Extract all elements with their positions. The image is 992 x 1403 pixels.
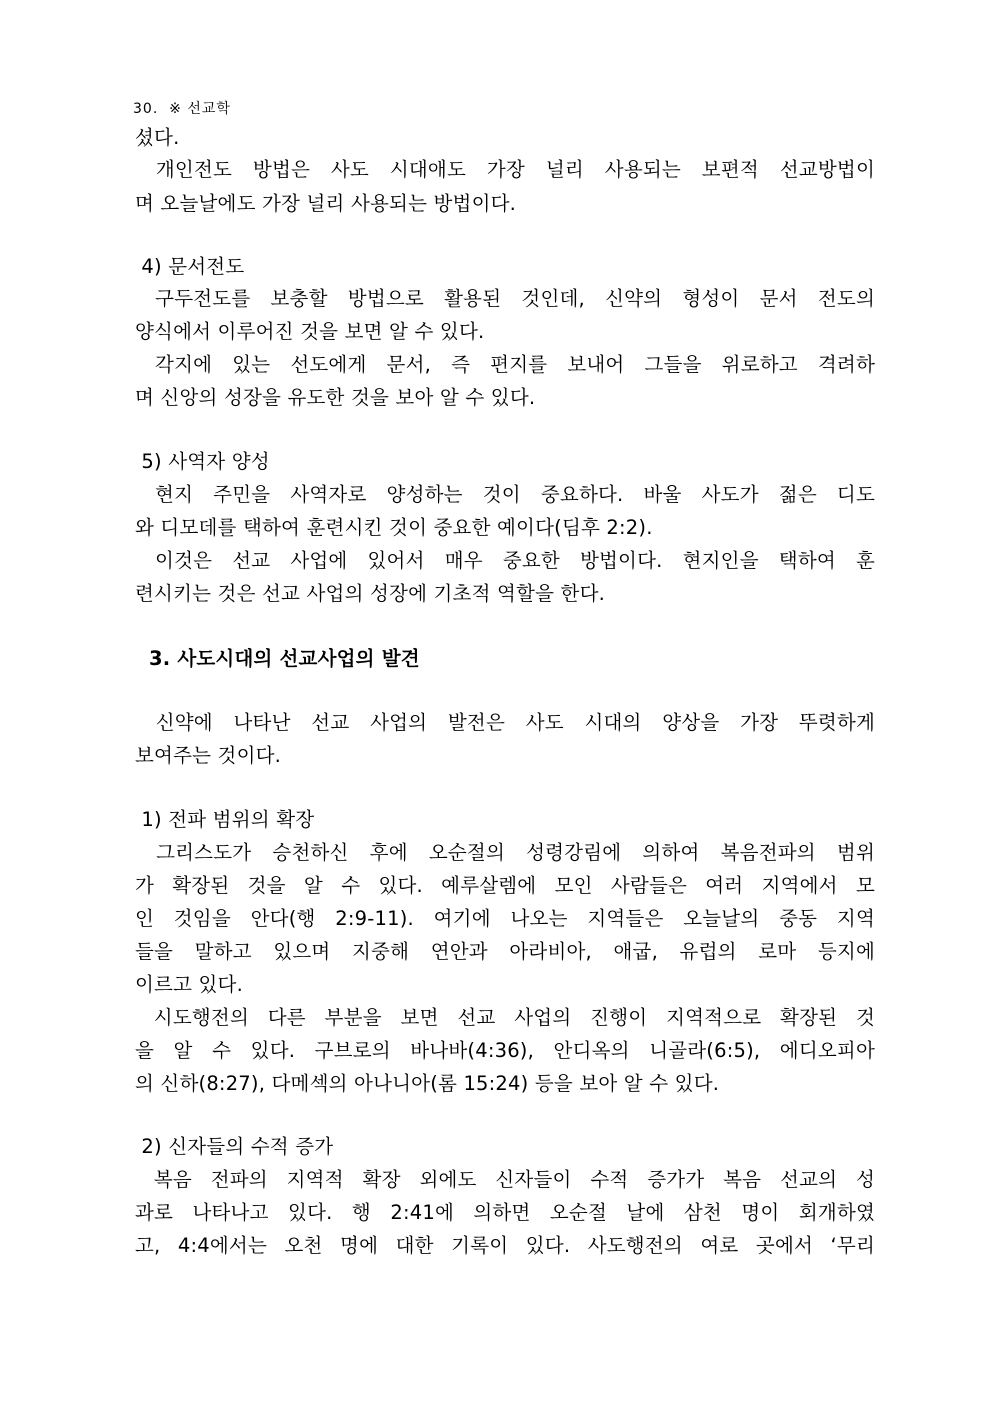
text-line: 현지 주민을 사역자로 양성하는 것이 중요하다. 바울 사도가 젊은 디도	[135, 483, 875, 506]
text-line: 이것은 선교 사업에 있어서 매우 중요한 방법이다. 현지인을 택하여 훈	[135, 549, 875, 572]
text-line: 이르고 있다.	[135, 973, 243, 996]
text-line: 복음 전파의 지역적 확장 외에도 신자들이 수적 증가가 복음 선교의 성	[135, 1168, 875, 1191]
text-line: 가 확장된 것을 알 수 있다. 예루살렘에 모인 사람들은 여러 지역에서 모	[135, 874, 875, 897]
text-line: 련시키는 것은 선교 사업의 성장에 기초적 역할을 한다.	[135, 582, 606, 605]
page-number: 30.	[133, 101, 159, 117]
text-line: 신약에 나타난 선교 사업의 발전은 사도 시대의 양상을 가장 뚜렷하게	[135, 711, 875, 734]
text-line: 1) 전파 범위의 확장	[135, 808, 315, 831]
section-heading: 3. 사도시대의 선교사업의 발견	[135, 647, 420, 670]
text-line: 인 것임을 안다(행 2:9-11). 여기에 나오는 지역들은 오늘날의 중동 지역	[135, 907, 875, 930]
text-line: 와 디모데를 택하여 훈련시킨 것이 중요한 예이다(딤후 2:2).	[135, 516, 653, 539]
text-line: 시도행전의 다른 부분을 보면 선교 사업의 진행이 지역적으로 확장된 것	[135, 1006, 875, 1029]
text-line: 과로 나타나고 있다. 행 2:41에 의하면 오순절 날에 삼천 명이 회개하였	[135, 1201, 875, 1224]
text-line: 을 알 수 있다. 구브로의 바나바(4:36), 안디옥의 니골라(6:5), 에디오피아	[135, 1039, 875, 1062]
text-line: 보여주는 것이다.	[135, 744, 282, 767]
text-line: 2) 신자들의 수적 증가	[135, 1135, 334, 1158]
text-line: 그리스도가 승천하신 후에 오순절의 성령강림에 의하여 복음전파의 범위	[135, 841, 875, 864]
page-header	[133, 100, 231, 118]
running-title: ※ 선교학	[169, 101, 231, 117]
text-line: 개인전도 방법은 사도 시대애도 가장 널리 사용되는 보편적 선교방법이	[135, 158, 875, 181]
text-line: 고, 4:4에서는 오천 명에 대한 기록이 있다. 사도행전의 여로 곳에서 ‘무리	[135, 1234, 875, 1257]
text-line: 4) 문서전도	[135, 255, 245, 278]
text-line: 며 신앙의 성장을 유도한 것을 보아 알 수 있다.	[135, 386, 536, 409]
text-line: 의 신하(8:27), 다메섹의 아나니아(롬 15:24) 등을 보아 알 수 있다.	[135, 1072, 720, 1095]
text-line: 셨다.	[135, 126, 180, 149]
text-line: 5) 사역자 양성	[135, 450, 270, 473]
text-line: 각지에 있는 선도에게 문서, 즉 편지를 보내어 그들을 위로하고 격려하	[135, 353, 875, 376]
text-line: 며 오늘날에도 가장 널리 사용되는 방법이다.	[135, 192, 517, 215]
text-line: 들을 말하고 있으며 지중해 연안과 아라비아, 애굽, 유럽의 로마 등지에	[135, 940, 875, 963]
text-line: 구두전도를 보충할 방법으로 활용된 것인데, 신약의 형성이 문서 전도의	[135, 287, 875, 310]
text-line: 양식에서 이루어진 것을 보면 알 수 있다.	[135, 320, 485, 343]
